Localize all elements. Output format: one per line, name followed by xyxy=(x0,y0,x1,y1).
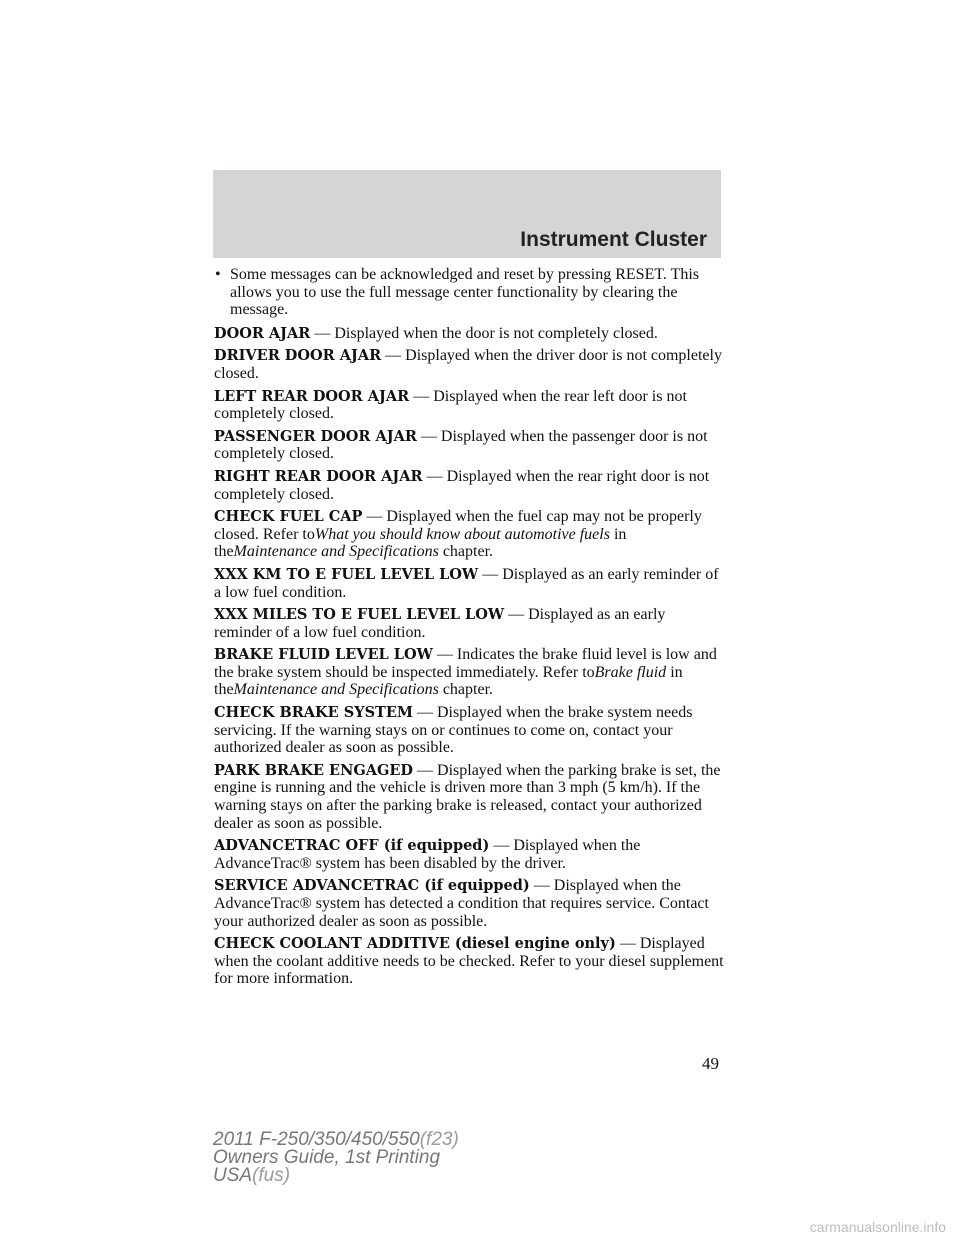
entry-door-ajar xyxy=(214,325,724,343)
bullet-icon: • xyxy=(215,266,221,283)
entry-text: in the xyxy=(214,525,627,561)
entry-reference: Maintenance and Specifications xyxy=(233,681,439,699)
entry-text: chapter. xyxy=(442,681,494,699)
entry-text: — Displayed when the AdvanceTrac® system has been disabled by the driver. xyxy=(214,837,641,872)
entry-term: RIGHT REAR DOOR AJAR xyxy=(214,467,423,485)
entry-reference: What you should know about automotive fuels xyxy=(314,525,610,543)
footer-market-code: (fus) xyxy=(252,1165,291,1186)
entry-text: — Displayed when the door is not completely closed. xyxy=(314,324,658,342)
entry-right-rear-door-ajar xyxy=(214,468,724,503)
entry-text: — Indicates the brake fluid level is low and the brake system should be inspected immediately. Refer to xyxy=(214,646,717,681)
entry-term: PARK BRAKE ENGAGED xyxy=(214,761,414,779)
entry-text: — Displayed when the brake system needs servicing. If the warning stays on or continues to come on, contact your authorized dealer as soon as possible. xyxy=(214,704,693,757)
entry-service-advancetrac xyxy=(214,877,724,930)
document-footer xyxy=(213,1131,459,1185)
entry-term: XXX KM TO E FUEL LEVEL LOW xyxy=(214,565,479,583)
entry-text: — Displayed when the coolant additive needs to be checked. Refer to your diesel supplement for more information. xyxy=(214,935,724,988)
entry-text: — Displayed when the AdvanceTrac® system has detected a condition that requires service. Contact your authorized dealer as soon as possible. xyxy=(214,877,709,930)
entry-park-brake-engaged xyxy=(214,762,724,832)
entry-text: — Displayed as an early reminder of a low fuel condition. xyxy=(214,606,666,641)
footer-market: USA xyxy=(213,1165,253,1186)
entry-reference: Brake fluid xyxy=(594,663,667,681)
bullet-item xyxy=(214,266,724,319)
entry-left-rear-door-ajar xyxy=(214,388,724,423)
footer-printing: Owners Guide, 1st Printing xyxy=(213,1147,441,1168)
entry-check-brake-system xyxy=(214,704,724,757)
entry-term: DRIVER DOOR AJAR xyxy=(214,347,382,365)
entry-passenger-door-ajar xyxy=(214,428,724,463)
watermark: carmanualsonline.info xyxy=(809,1219,946,1235)
entry-text: — Displayed when the parking brake is set, the engine is running and the vehicle is driven more than 3 mph (5 km/h). If the warning stays on after the parking brake is released, contact your authorized dealer as soon as possible. xyxy=(214,761,721,832)
entry-term: CHECK BRAKE SYSTEM xyxy=(214,704,413,722)
entry-text: — Displayed as an early reminder of a low fuel condition. xyxy=(214,565,719,601)
page-number: 49 xyxy=(702,1054,719,1073)
entry-text: — Displayed when the rear left door is not completely closed. xyxy=(214,387,687,423)
footer-model-code: (f23) xyxy=(419,1129,459,1150)
entry-driver-door-ajar xyxy=(214,347,724,382)
entry-text: — Displayed when the driver door is not completely closed. xyxy=(214,347,722,382)
section-header-box xyxy=(213,170,721,258)
entry-text: — Displayed when the fuel cap may not be properly closed. Refer to xyxy=(214,508,702,543)
entry-term: XXX MILES TO E FUEL LEVEL LOW xyxy=(214,606,505,624)
entry-term: DOOR AJAR xyxy=(214,324,311,342)
entry-advancetrac-off xyxy=(214,837,724,872)
bullet-text: Some messages can be acknowledged and reset by pressing RESET. This allows you to use the full message center functionality by clearing the message. xyxy=(230,266,700,319)
entry-term: CHECK COOLANT ADDITIVE (diesel engine only) xyxy=(214,935,616,953)
entry-km-fuel-level-low xyxy=(214,566,724,601)
entry-reference: Maintenance and Specifications xyxy=(233,543,439,561)
entry-term: PASSENGER DOOR AJAR xyxy=(214,427,417,445)
entry-check-fuel-cap xyxy=(214,508,724,561)
footer-model: 2011 F-250/350/450/550 xyxy=(213,1129,420,1150)
section-title: Instrument Cluster xyxy=(520,228,707,251)
entry-term: BRAKE FLUID LEVEL LOW xyxy=(214,646,433,664)
entry-brake-fluid-level-low xyxy=(214,646,724,699)
entry-term: CHECK FUEL CAP xyxy=(214,508,363,526)
entry-term: ADVANCETRAC OFF (if equipped) xyxy=(214,837,490,855)
entry-check-coolant-additive xyxy=(214,935,724,988)
footer-market-line xyxy=(213,1167,459,1185)
message-list xyxy=(214,266,724,993)
entry-miles-fuel-level-low xyxy=(214,606,724,641)
entry-term: LEFT REAR DOOR AJAR xyxy=(214,387,410,405)
entry-text: in the xyxy=(214,663,683,699)
entry-term: SERVICE ADVANCETRAC (if equipped) xyxy=(214,877,530,895)
entry-text: — Displayed when the passenger door is not completely closed. xyxy=(214,427,708,463)
entry-text: chapter. xyxy=(442,543,494,561)
entry-text: — Displayed when the rear right door is not completely closed. xyxy=(214,467,710,503)
